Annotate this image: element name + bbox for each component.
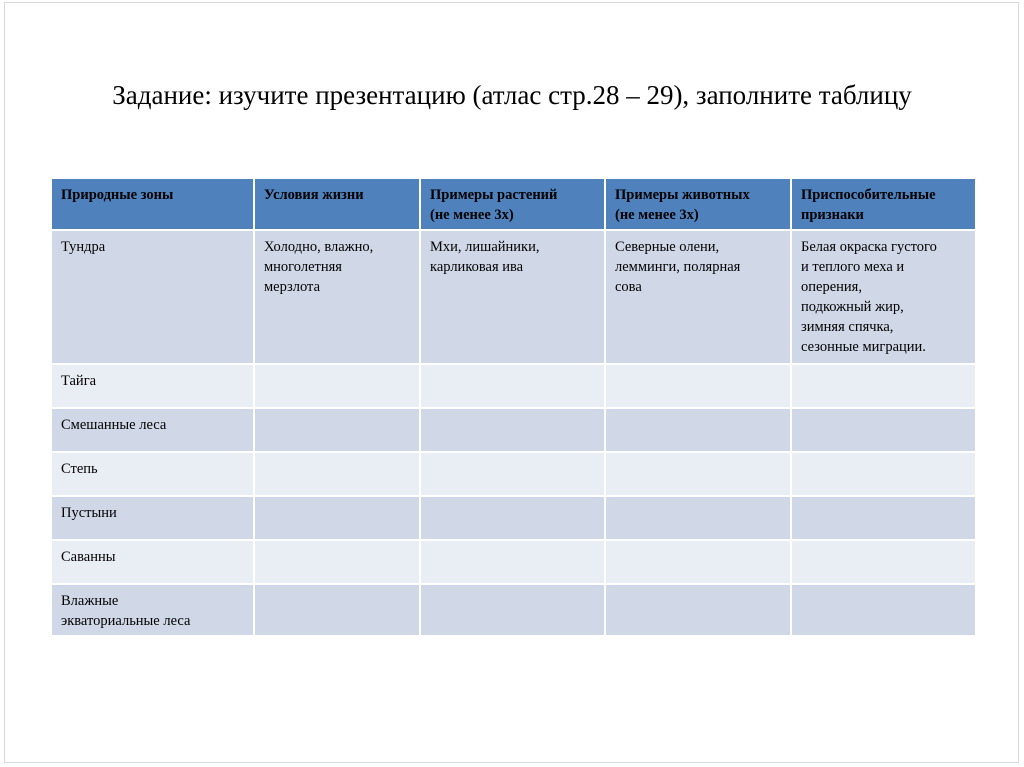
plants-cell[interactable]: Мхи, лишайники, карликовая ива: [420, 230, 605, 364]
slide-title: Задание: изучите презентацию (атлас стр.28 – 29), заполните таблицу: [112, 80, 912, 110]
zone-cell: Влажные экваториальные леса: [51, 584, 254, 636]
animals-cell[interactable]: [605, 496, 791, 540]
zone-cell: Пустыни: [51, 496, 254, 540]
adaptations-cell[interactable]: Белая окраска густого и теплого меха и оперения, подкожный жир, зимняя спячка, сезонные миграции.: [791, 230, 976, 364]
animals-cell[interactable]: [605, 408, 791, 452]
adaptations-cell[interactable]: [791, 408, 976, 452]
table-row: [51, 540, 976, 584]
table-row: [51, 584, 976, 636]
table-row: [51, 364, 976, 408]
conditions-cell[interactable]: [254, 540, 420, 584]
header-animal-examples: Примеры животных (не менее 3х): [605, 178, 791, 230]
natural-zones-table: [50, 177, 977, 637]
zone-cell: Степь: [51, 452, 254, 496]
conditions-cell[interactable]: [254, 584, 420, 636]
animals-cell[interactable]: Северные олени, лемминги, полярная сова: [605, 230, 791, 364]
adaptations-cell[interactable]: [791, 364, 976, 408]
plants-cell[interactable]: [420, 540, 605, 584]
conditions-cell[interactable]: [254, 364, 420, 408]
plants-cell[interactable]: [420, 584, 605, 636]
header-plant-examples: Примеры растений (не менее 3х): [420, 178, 605, 230]
table-header-row: [51, 178, 976, 230]
zone-cell: Тайга: [51, 364, 254, 408]
plants-cell[interactable]: [420, 408, 605, 452]
adaptations-cell[interactable]: [791, 584, 976, 636]
table-row: [51, 496, 976, 540]
conditions-cell[interactable]: Холодно, влажно, многолетняя мерзлота: [254, 230, 420, 364]
plants-cell[interactable]: [420, 364, 605, 408]
header-natural-zones: Природные зоны: [51, 178, 254, 230]
conditions-cell[interactable]: [254, 496, 420, 540]
plants-cell[interactable]: [420, 496, 605, 540]
animals-cell[interactable]: [605, 540, 791, 584]
table-row: [51, 408, 976, 452]
adaptations-cell[interactable]: [791, 496, 976, 540]
table-row: [51, 452, 976, 496]
table-row: [51, 230, 976, 364]
header-adaptive-traits: Приспособительные признаки: [791, 178, 976, 230]
header-living-conditions: Условия жизни: [254, 178, 420, 230]
zone-cell: Смешанные леса: [51, 408, 254, 452]
animals-cell[interactable]: [605, 364, 791, 408]
animals-cell[interactable]: [605, 452, 791, 496]
zone-cell: Тундра: [51, 230, 254, 364]
conditions-cell[interactable]: [254, 408, 420, 452]
zone-cell: Саванны: [51, 540, 254, 584]
conditions-cell[interactable]: [254, 452, 420, 496]
animals-cell[interactable]: [605, 584, 791, 636]
plants-cell[interactable]: [420, 452, 605, 496]
adaptations-cell[interactable]: [791, 452, 976, 496]
adaptations-cell[interactable]: [791, 540, 976, 584]
